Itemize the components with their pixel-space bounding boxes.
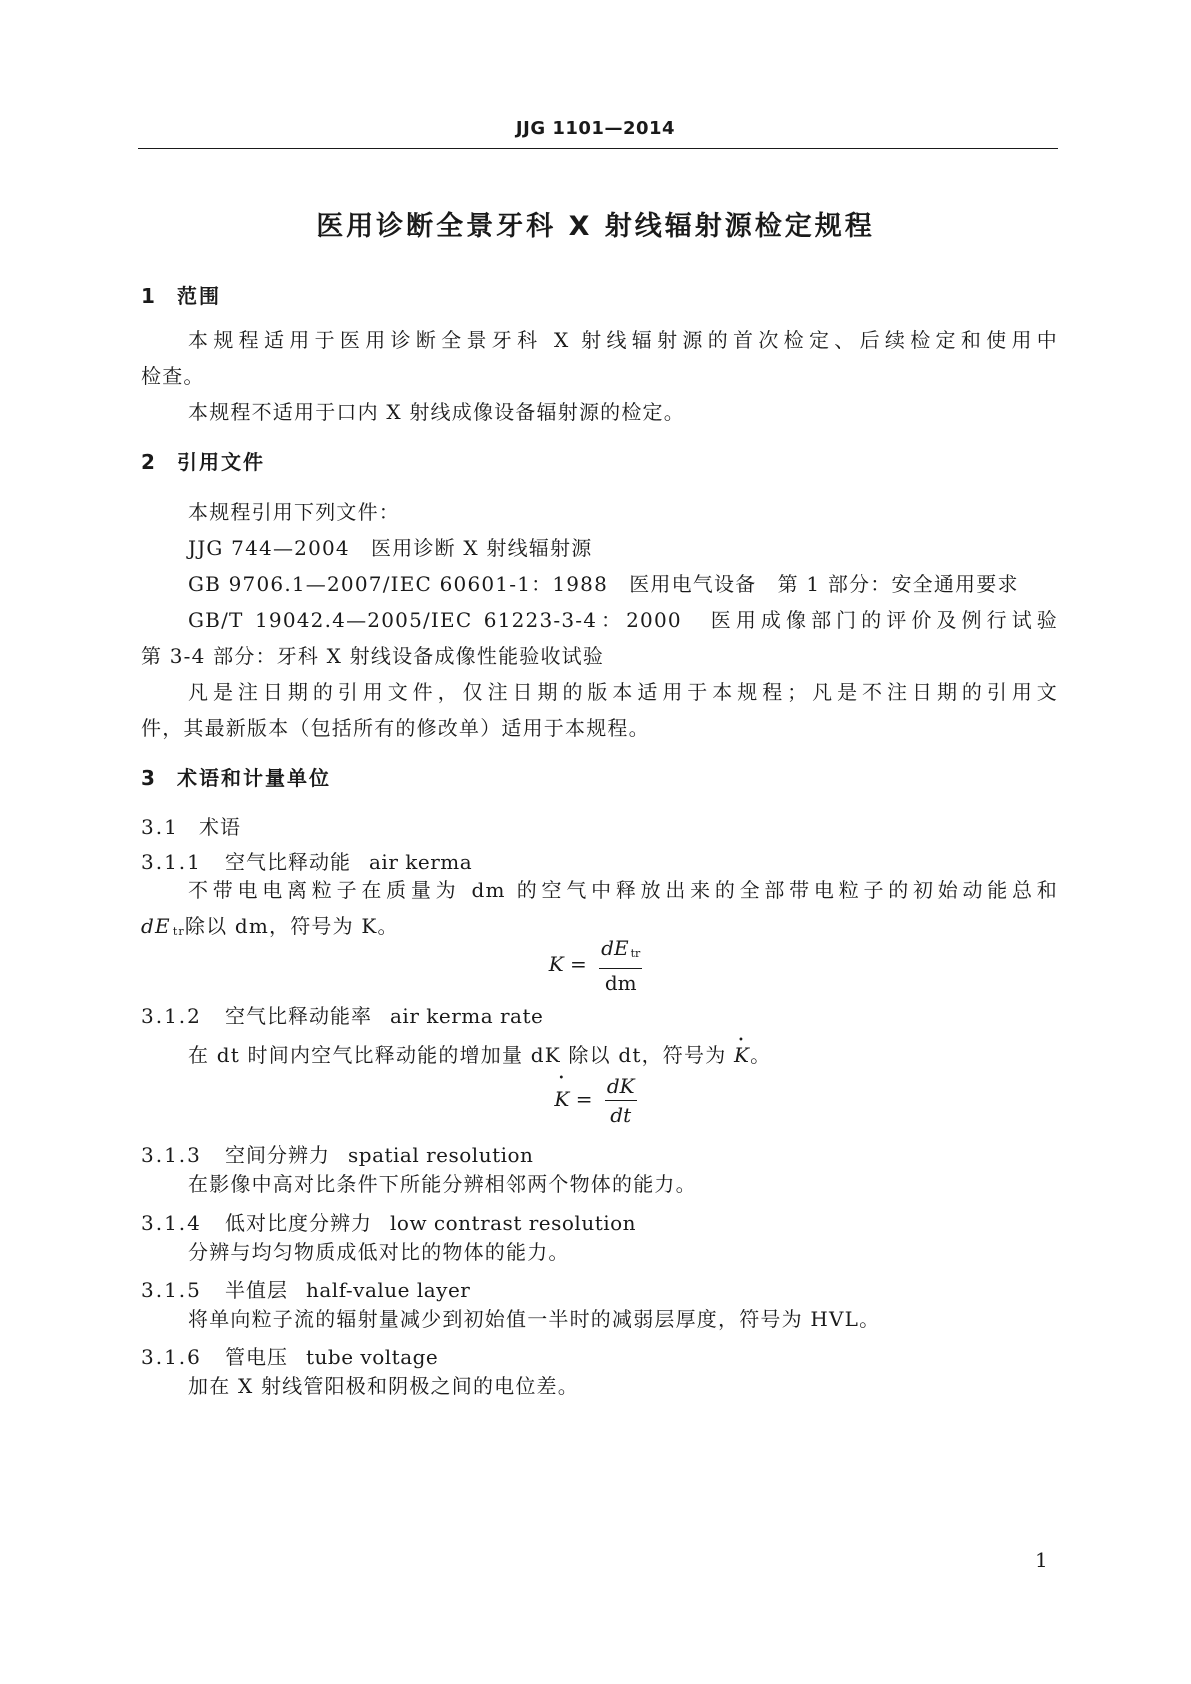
section-title: 术语和计量单位 bbox=[177, 766, 331, 790]
formula-fraction bbox=[599, 936, 642, 995]
term-english: spatial resolution bbox=[348, 1143, 534, 1167]
formula-fraction bbox=[605, 1074, 637, 1127]
formula-equals: = bbox=[575, 1087, 593, 1111]
header-rule bbox=[138, 148, 1058, 149]
scope-exclusion-paragraph: 本规程不适用于口内 X 射线成像设备辐射源的检定。 bbox=[188, 400, 685, 424]
term-number: 3.1.6 bbox=[141, 1345, 202, 1369]
subsection-3-1-heading bbox=[141, 811, 241, 840]
term-3-1-4-definition: 分辨与均匀物质成低对比的物体的能力。 bbox=[188, 1240, 570, 1264]
term-english: low contrast resolution bbox=[390, 1211, 637, 1235]
reference-item-3-line-2: 第 3-4 部分：牙科 X 射线设备成像性能验收试验 bbox=[141, 644, 605, 668]
air-kerma-rate-formula bbox=[0, 1074, 1191, 1127]
term-3-1-1-definition-line-1: 不带电电离粒子在质量为 dm 的空气中释放出来的全部带电粒子的初始动能总和 bbox=[188, 878, 1058, 902]
term-english: half-value layer bbox=[306, 1278, 471, 1302]
formula-lhs: K = bbox=[548, 952, 587, 976]
term-chinese: 半值层 bbox=[225, 1278, 288, 1302]
term-3-1-3-definition: 在影像中高对比条件下所能分辨相邻两个物体的能力。 bbox=[188, 1172, 697, 1196]
reference-item-3-line-1: GB/T 19042.4—2005/IEC 61223-3-4：2000 医用成像部门的评价及例行试验 bbox=[188, 608, 1058, 632]
references-note-line-1: 凡是注日期的引用文件，仅注日期的版本适用于本规程；凡是不注日期的引用文 bbox=[188, 680, 1058, 704]
standard-code-header: JJG 1101—2014 bbox=[515, 118, 676, 139]
term-3-1-1-heading bbox=[141, 846, 472, 875]
formula-numerator: dK bbox=[605, 1074, 637, 1101]
formula-denominator: dm bbox=[604, 971, 637, 995]
term-3-1-6-heading bbox=[141, 1341, 438, 1370]
page-number: 1 bbox=[1035, 1548, 1048, 1572]
term-chinese: 管电压 bbox=[225, 1345, 288, 1369]
formula-lhs: • K bbox=[554, 1087, 569, 1111]
scope-paragraph-line-2: 检查。 bbox=[141, 364, 205, 388]
section-title: 范围 bbox=[177, 284, 221, 308]
term-3-1-5-definition: 将单向粒子流的辐射量减少到初始值一半时的减弱层厚度，符号为 HVL。 bbox=[188, 1307, 881, 1331]
references-note-line-2: 件，其最新版本（包括所有的修改单）适用于本规程。 bbox=[141, 716, 650, 740]
term-3-1-6-definition: 加在 X 射线管阳极和阴极之间的电位差。 bbox=[188, 1374, 579, 1398]
term-3-1-2-heading bbox=[141, 1000, 543, 1029]
reference-item-2: GB 9706.1—2007/IEC 60601-1：1988 医用电气设备 第 1 部分：安全通用要求 bbox=[188, 572, 1019, 596]
definition-text: 在 dt 时间内空气比释动能的增加量 dK 除以 dt，符号为 bbox=[188, 1043, 734, 1067]
term-chinese: 低对比度分辨力 bbox=[225, 1211, 372, 1235]
air-kerma-formula bbox=[0, 936, 1191, 995]
document-title: 医用诊断全景牙科 X 射线辐射源检定规程 bbox=[316, 211, 875, 242]
term-3-1-4-heading bbox=[141, 1207, 636, 1236]
term-3-1-2-definition bbox=[188, 1037, 1105, 1073]
term-chinese: 空气比释动能 bbox=[225, 850, 351, 874]
formula-numerator bbox=[599, 936, 642, 969]
definition-period: 。 bbox=[750, 1043, 772, 1067]
section-1-heading bbox=[141, 280, 221, 309]
references-intro: 本规程引用下列文件： bbox=[188, 500, 400, 524]
scope-paragraph-line-1: 本规程适用于医用诊断全景牙科 X 射线辐射源的首次检定、后续检定和使用中 bbox=[188, 328, 1058, 352]
subscript-tr: tr bbox=[172, 925, 185, 938]
term-english: tube voltage bbox=[306, 1345, 439, 1369]
section-title: 引用文件 bbox=[177, 450, 265, 474]
term-number: 3.1.3 bbox=[141, 1143, 202, 1167]
term-3-1-5-heading bbox=[141, 1274, 470, 1303]
numerator-subscript: tr bbox=[630, 947, 641, 960]
term-number: 3.1.2 bbox=[141, 1004, 202, 1028]
term-number: 3.1.4 bbox=[141, 1211, 202, 1235]
term-chinese: 空间分辨力 bbox=[225, 1143, 330, 1167]
symbol-k-dot: • K bbox=[734, 1037, 750, 1073]
term-english: air kerma bbox=[369, 850, 473, 874]
formula-denominator: dt bbox=[610, 1103, 632, 1127]
section-number: 1 bbox=[141, 284, 155, 308]
term-english: air kerma rate bbox=[390, 1004, 544, 1028]
subsection-number: 3.1 bbox=[141, 815, 179, 839]
term-3-1-3-heading bbox=[141, 1139, 533, 1168]
section-2-heading bbox=[141, 446, 265, 475]
section-number: 2 bbox=[141, 450, 155, 474]
numerator-text: dE bbox=[601, 936, 629, 960]
section-number: 3 bbox=[141, 766, 155, 790]
symbol-dE: dE bbox=[141, 914, 171, 938]
section-3-heading bbox=[141, 762, 331, 791]
term-chinese: 空气比释动能率 bbox=[225, 1004, 372, 1028]
definition-tail: 除以 dm，符号为 K。 bbox=[184, 914, 399, 938]
subsection-title: 术语 bbox=[199, 815, 241, 839]
term-number: 3.1.5 bbox=[141, 1278, 202, 1302]
term-number: 3.1.1 bbox=[141, 850, 202, 874]
reference-item-1: JJG 744—2004 医用诊断 X 射线辐射源 bbox=[188, 536, 593, 560]
